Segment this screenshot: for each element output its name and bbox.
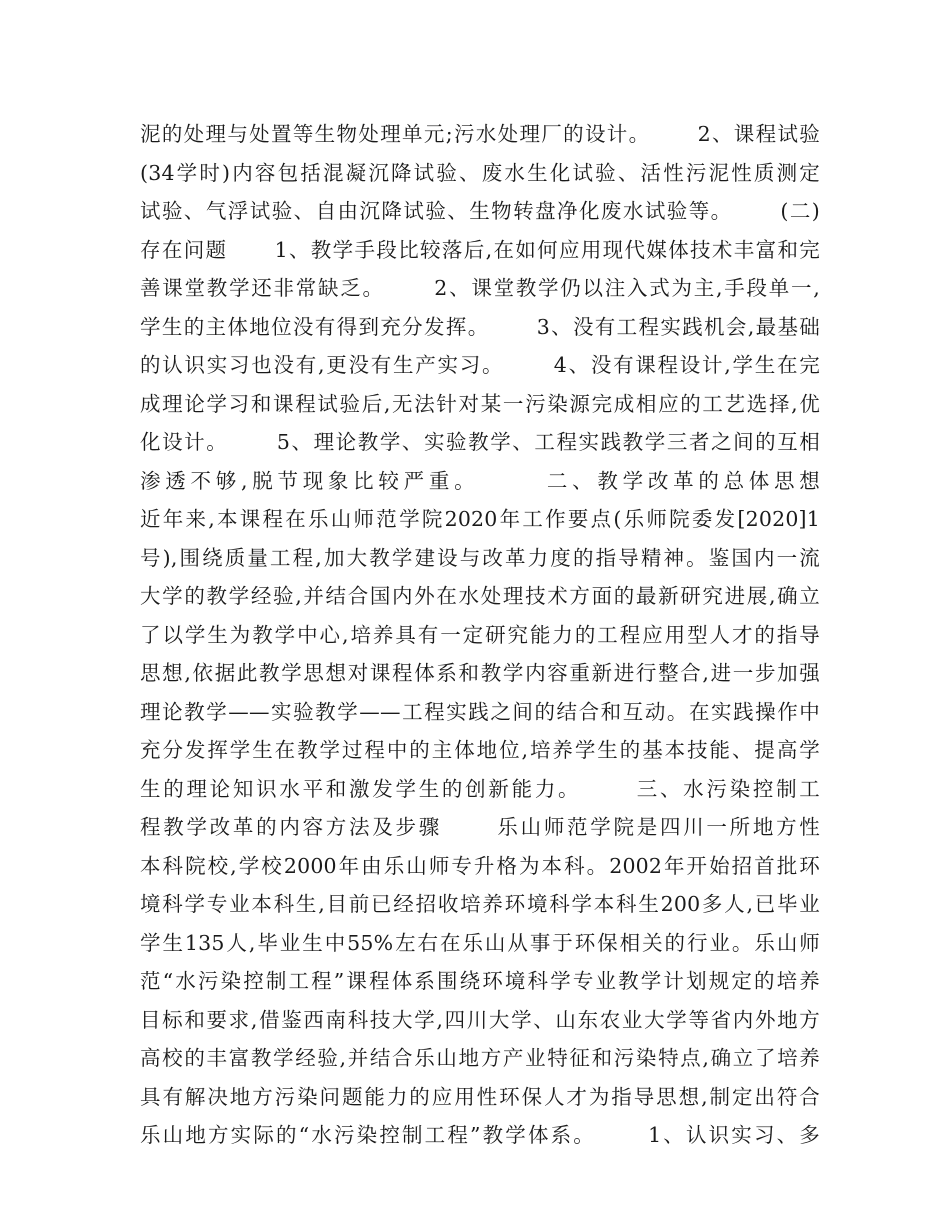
text-line: 渗透不够,脱节现象比较严重。 二、教学改革的总体思想 (140, 468, 820, 493)
text-line: 学生的主体地位没有得到充分发挥。 3、没有工程实践机会,最基础 (140, 314, 820, 339)
text-line: 乐山地方实际的“水污染控制工程”教学体系。 1、认识实习、多 (140, 1123, 820, 1147)
text-line: 学生135人,毕业生中55%左右在乐山从事于环保相关的行业。乐山师 (140, 930, 820, 955)
text-line: 生的理论知识水平和激发学生的创新能力。 三、水污染控制工 (140, 776, 820, 801)
text-line: 善课堂教学还非常缺乏。 2、课堂教学仍以注入式为主,手段单一, (140, 276, 820, 300)
text-line: 的认识实习也没有,更没有生产实习。 4、没有课程设计,学生在完 (140, 353, 820, 377)
text-line: 境科学专业本科生,目前已经招收培养环境科学本科生200多人,已毕业 (140, 892, 820, 916)
text-line: 泥的处理与处置等生物处理单元;污水处理厂的设计。 2、课程试验 (140, 122, 820, 146)
body-text (140, 115, 820, 1155)
text-line: 试验、气浮试验、自由沉降试验、生物转盘净化废水试验等。 (二) (140, 199, 820, 223)
text-line: 高校的丰富教学经验,并结合乐山地方产业特征和污染特点,确立了培养 (140, 1046, 820, 1070)
text-line: 成理论学习和课程试验后,无法针对某一污染源完成相应的工艺选择,优 (140, 391, 820, 416)
text-line: 号),围绕质量工程,加大教学建设与改革力度的指导精神。鉴国内一流 (140, 545, 820, 570)
text-line: 程教学改革的内容方法及步骤 乐山师范学院是四川一所地方性 (140, 815, 820, 839)
text-line: 存在问题 1、教学手段比较落后,在如何应用现代媒体技术丰富和完 (140, 237, 820, 262)
text-line: 大学的教学经验,并结合国内外在水处理技术方面的最新研究进展,确立 (140, 584, 820, 608)
text-line: 充分发挥学生在教学过程中的主体地位,培养学生的基本技能、提高学 (140, 738, 820, 762)
text-line: 理论教学——实验教学——工程实践之间的结合和互动。在实践操作中 (140, 699, 820, 724)
text-line: 近年来,本课程在乐山师范学院2020年工作要点(乐师院委发[2020]1 (140, 507, 820, 531)
text-line: 具有解决地方污染问题能力的应用性环保人才为指导思想,制定出符合 (140, 1084, 820, 1109)
text-line: 了以学生为教学中心,培养具有一定研究能力的工程应用型人才的指导 (140, 622, 820, 647)
text-line: 思想,依据此教学思想对课程体系和教学内容重新进行整合,进一步加强 (140, 661, 820, 685)
text-line: 范“水污染控制工程”课程体系围绕环境科学专业教学计划规定的培养 (140, 969, 820, 993)
text-line: (34学时)内容包括混凝沉降试验、废水生化试验、活性污泥性质测定 (140, 160, 820, 185)
text-line: 本科院校,学校2000年由乐山师专升格为本科。2002年开始招首批环 (140, 853, 820, 878)
text-line: 化设计。 5、理论教学、实验教学、工程实践教学三者之间的互相 (140, 430, 820, 454)
text-line: 目标和要求,借鉴西南科技大学,四川大学、山东农业大学等省内外地方 (140, 1007, 820, 1032)
